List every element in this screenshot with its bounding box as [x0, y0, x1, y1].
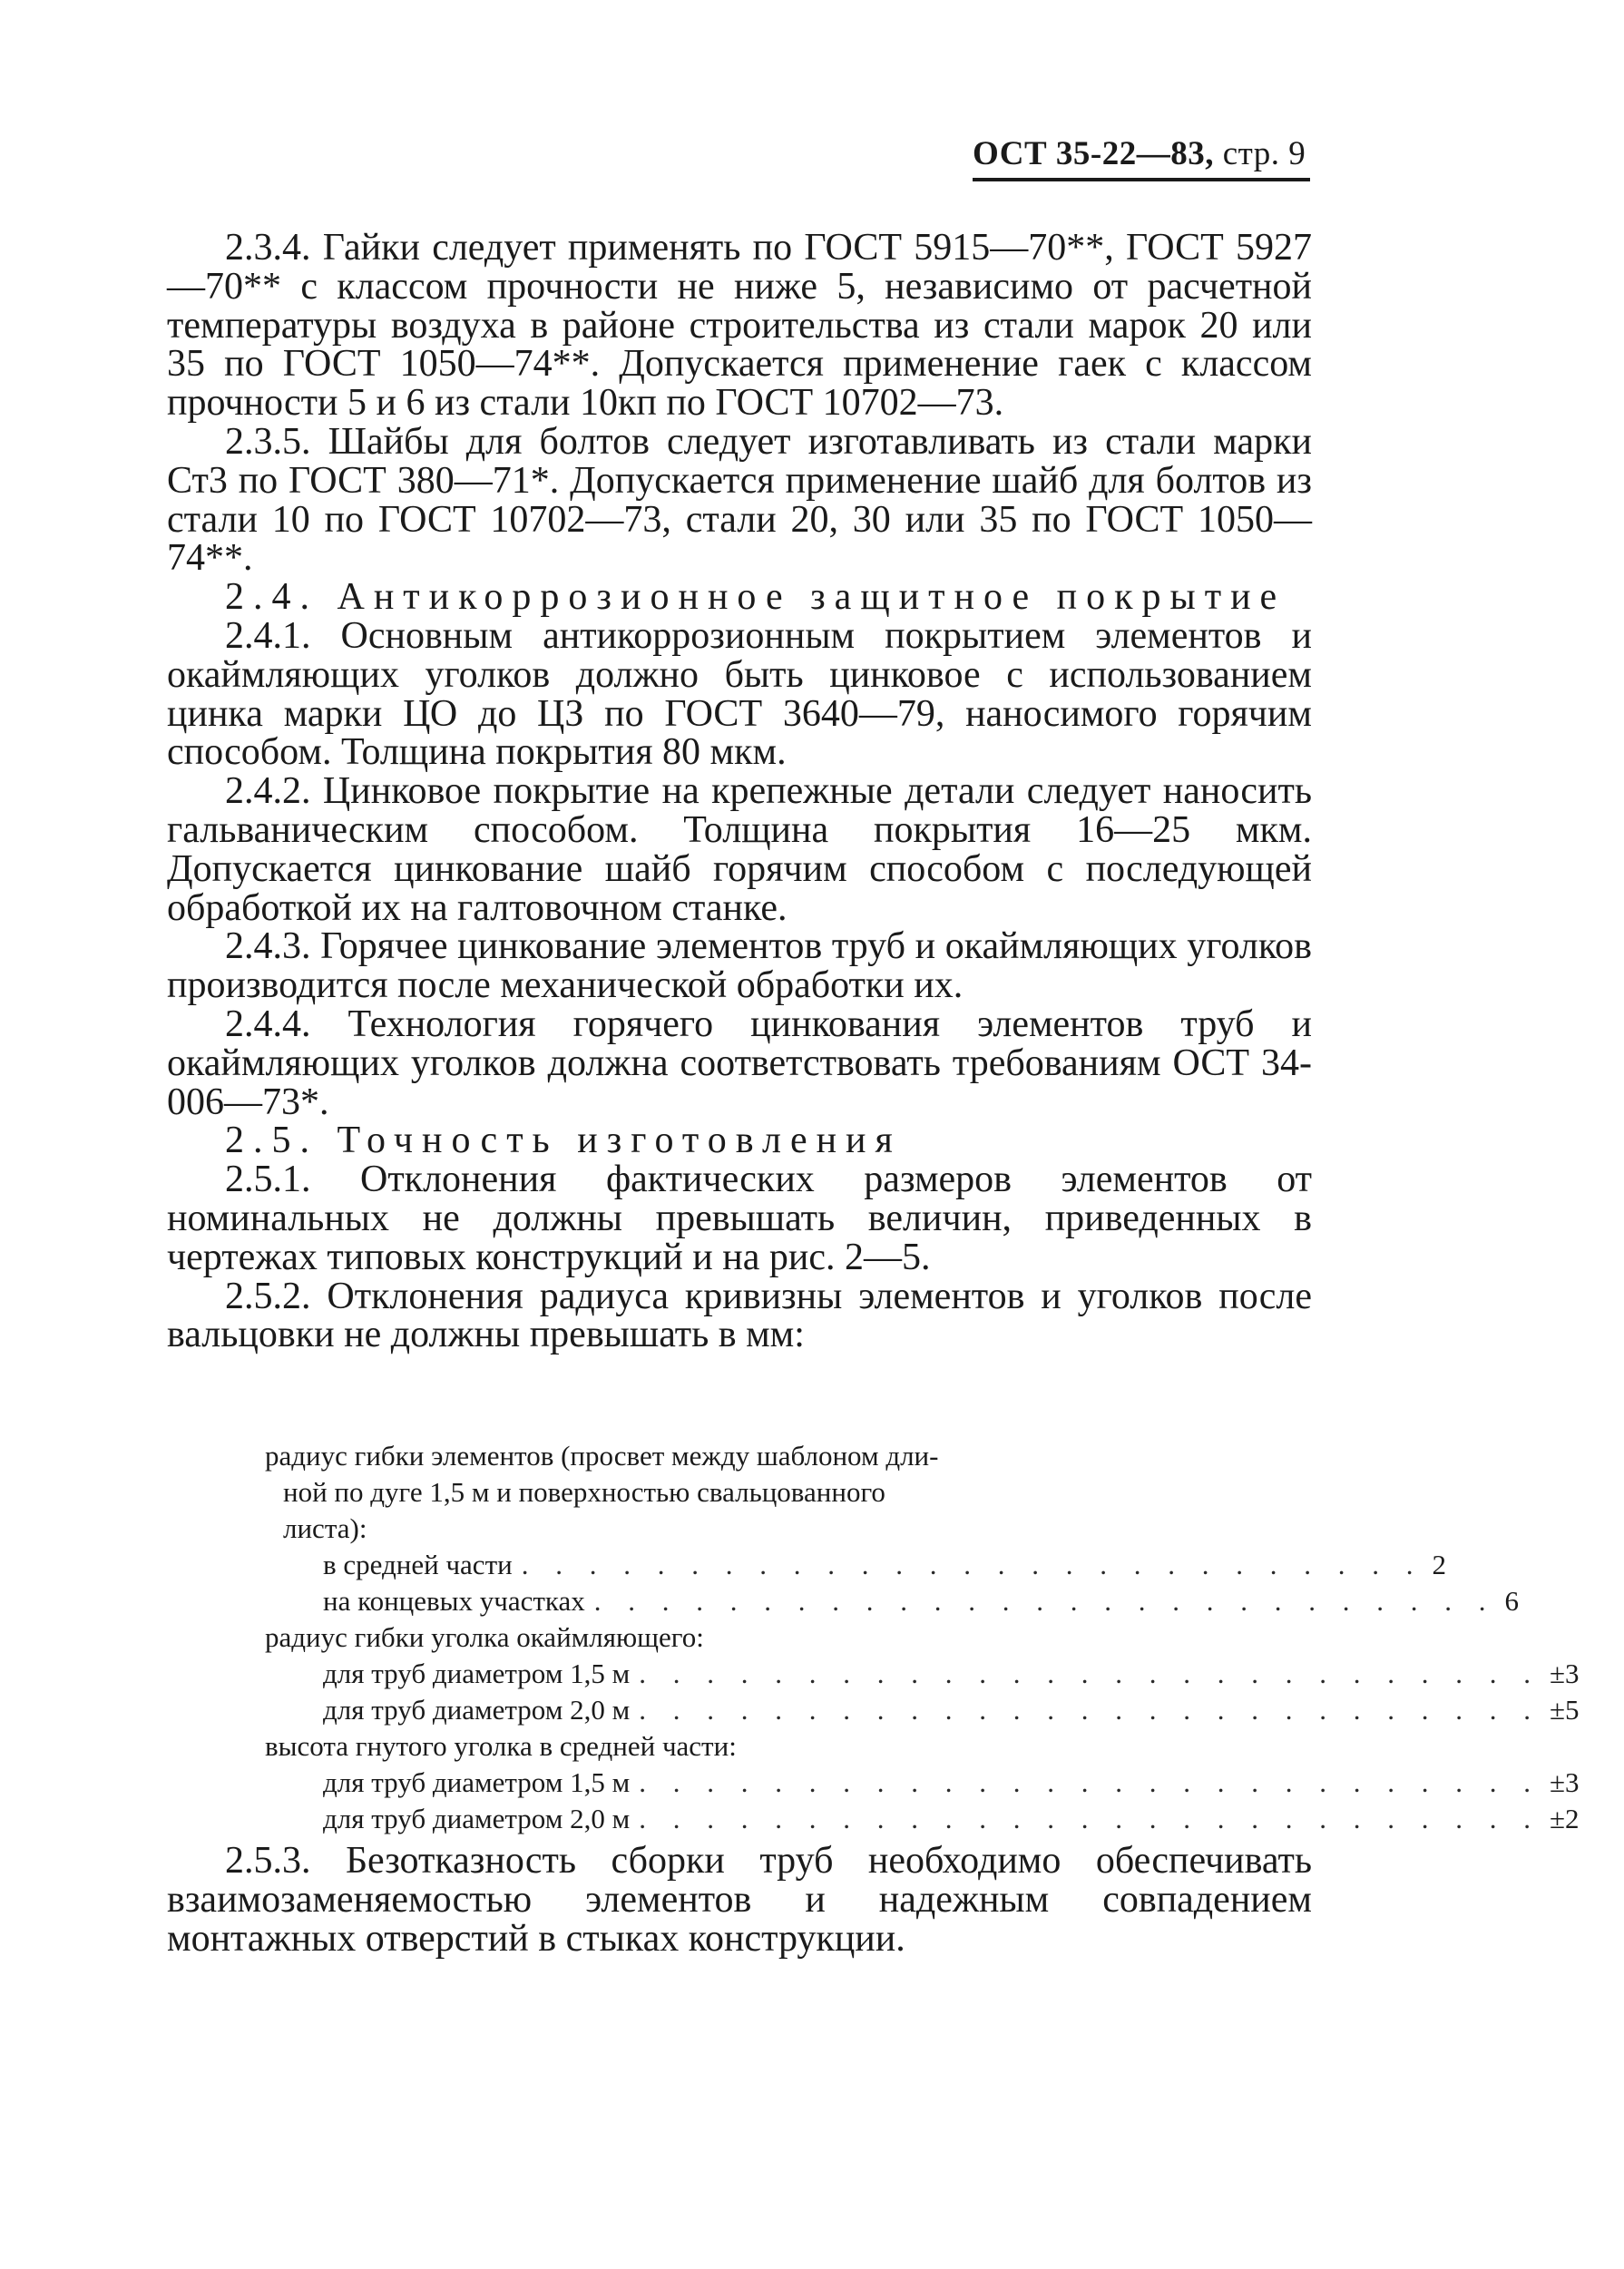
tolerance-value: ±2 — [1549, 1803, 1580, 1834]
leader-dots: . . . . . . . . . . . . . . . . . . . . . . . . . . . — [639, 1694, 1541, 1726]
page-header — [973, 134, 1306, 173]
tolerance-row — [265, 1656, 1580, 1692]
tolerance-row — [265, 1692, 1580, 1728]
paragraph-2-5-2: 2.5.2. Отклонения радиуса кривизны элементов и уголков после вальцовки не должны превышать в мм: — [167, 1275, 1312, 1356]
tolerance-list — [265, 1438, 1580, 1837]
paragraph-2-4-2: 2.4.2. Цинковое покрытие на крепежные детали следует наносить гальваническим способом. Толщина покрытия 16—25 мкм. Допускается цинкование шайб горячим способом с последующей обработкой их на галтовочном станке. — [167, 770, 1312, 929]
tolerance-group-heading: радиус гибки уголка окаймляющего: — [265, 1621, 704, 1653]
leader-dots: . . . . . . . . . . . . . . . . . . . . . . . . . . . — [639, 1803, 1541, 1834]
main-text — [167, 229, 1312, 1355]
leader-dots: . . . . . . . . . . . . . . . . . . . . . . . . . . . — [521, 1549, 1423, 1580]
tolerance-value: ±3 — [1549, 1658, 1580, 1689]
paragraph-2-3-5: 2.3.5. Шайбы для болтов следует изготавливать из стали марки Ст3 по ГОСТ 380—71*. Допускается применение шайб для болтов из стали 10 по ГОСТ 10702—73, стали 20, 30 или 35 по ГОСТ 1050—74**. — [167, 420, 1312, 580]
tolerance-intro — [265, 1438, 1218, 1547]
tolerance-group-heading: высота гнутого уголка в средней части: — [265, 1730, 737, 1762]
section-title-2-5: 2.5. Точность изготовления — [225, 1120, 902, 1162]
section-title-2-4: 2.4. Антикоррозионное защитное покрытие — [225, 576, 1286, 619]
tolerance-label: для труб диаметром 1,5 м — [323, 1766, 631, 1798]
tolerance-intro-line: листа): — [283, 1512, 367, 1544]
paragraph-2-5-1: 2.5.1. Отклонения фактических размеров элементов от номинальных не должны превышать величин, приведенных в чертежах типовых конструкций и на рис. 2—5. — [167, 1159, 1312, 1278]
tolerance-label: для труб диаметром 1,5 м — [323, 1658, 631, 1689]
tolerance-value: ±5 — [1549, 1694, 1580, 1726]
paragraph-2-5-3: 2.5.3. Безотказность сборки труб необходимо обеспечивать взаимозаменяемостью элементов и надежным совпадением монтажных отверстий в стыках конструкции. — [167, 1840, 1312, 1960]
tolerance-label: для труб диаметром 2,0 м — [323, 1694, 631, 1726]
closing-text — [167, 1842, 1312, 1958]
tolerance-label: для труб диаметром 2,0 м — [323, 1803, 631, 1834]
tolerance-value: 2 — [1432, 1549, 1446, 1580]
tolerance-label: в средней части — [323, 1549, 513, 1580]
paragraph-2-4-3: 2.4.3. Горячее цинкование элементов труб и окаймляющих уголков производится после механической обработки их. — [167, 925, 1312, 1007]
leader-dots: . . . . . . . . . . . . . . . . . . . . . . . . . . . — [593, 1585, 1496, 1617]
tolerance-intro-line: ной по дуге 1,5 м и поверхностью свальцованного — [283, 1476, 885, 1508]
leader-dots: . . . . . . . . . . . . . . . . . . . . . . . . . . . — [639, 1766, 1541, 1798]
paragraph-2-3-4: 2.3.4. Гайки следует применять по ГОСТ 5915—70**, ГОСТ 5927—70** с классом прочности не ниже 5, независимо от расчетной температуры воздуха в районе строительства из стали марок 20 или 35 по ГОСТ 1050—74**. Допускается применение гаек с классом прочности 5 и 6 из стали 10кп по ГОСТ 10702—73. — [167, 227, 1312, 425]
paragraph-2-4-4: 2.4.4. Технология горячего цинкования элементов труб и окаймляющих уголков должна соответствовать требованиям ОСТ 34-006—73*. — [167, 1002, 1312, 1123]
document-code: ОСТ 35-22—83, — [973, 135, 1214, 172]
tolerance-value: 6 — [1504, 1585, 1519, 1617]
paragraph-2-4-1: 2.4.1. Основным антикоррозионным покрытием элементов и окаймляющих уголков должно быть цинковое с использованием цинка марки ЦО до ЦЗ по ГОСТ 3640—79, наносимого горячим способом. Толщина покрытия 80 мкм. — [167, 614, 1312, 774]
tolerance-intro-line: радиус гибки элементов (просвет между шаблоном дли- — [265, 1440, 939, 1472]
page-number: стр. 9 — [1222, 135, 1306, 172]
tolerance-row — [265, 1765, 1580, 1801]
tolerance-row — [265, 1583, 1519, 1619]
tolerance-value: ±3 — [1549, 1766, 1580, 1798]
leader-dots: . . . . . . . . . . . . . . . . . . . . . . . . . . . — [639, 1658, 1541, 1689]
tolerance-row — [265, 1547, 1446, 1583]
tolerance-label: на концевых участках — [323, 1585, 585, 1617]
tolerance-row — [265, 1801, 1580, 1837]
header-rule — [973, 178, 1310, 181]
